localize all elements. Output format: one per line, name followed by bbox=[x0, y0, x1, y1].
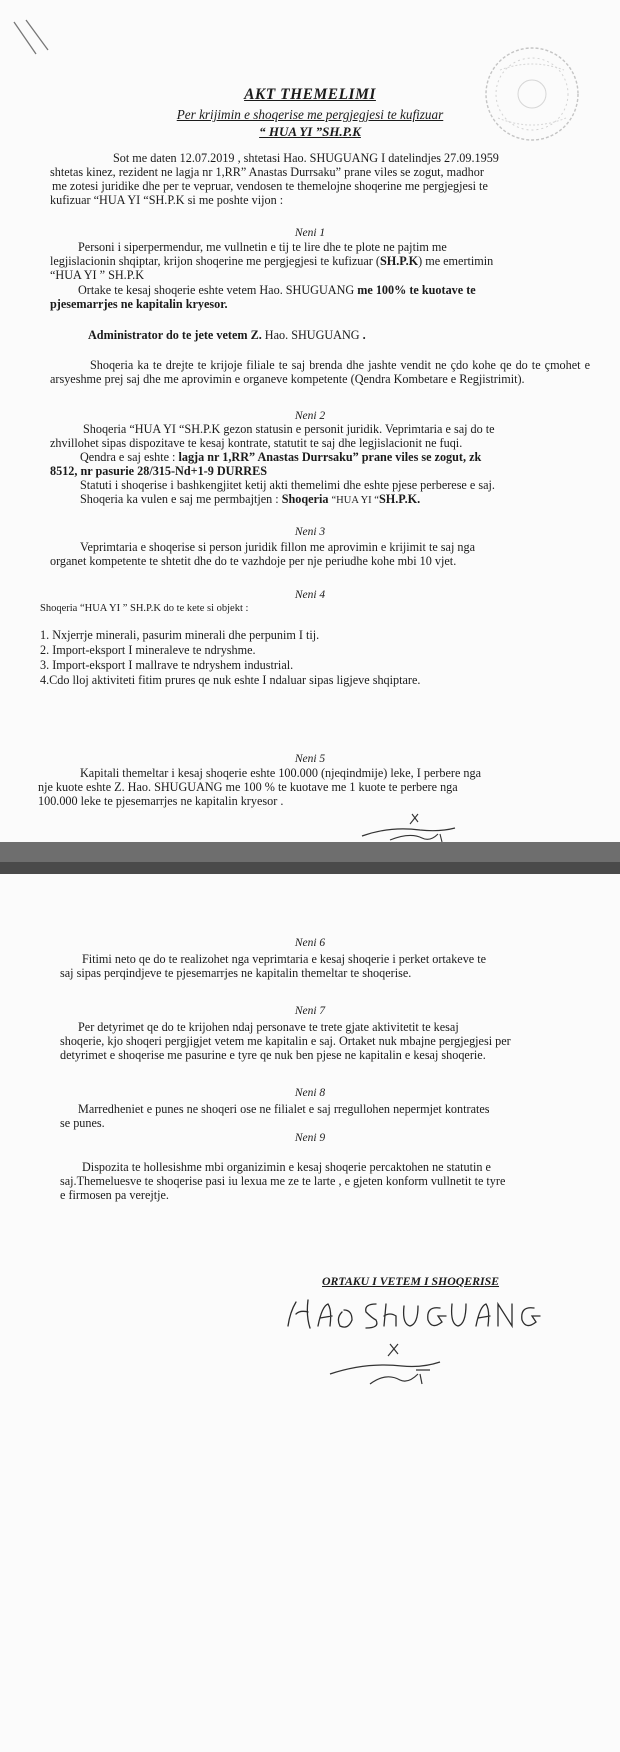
article-4-intro: Shoqeria “HUA YI ” SH.P.K do te kete si objekt : bbox=[40, 603, 249, 614]
article-8-heading: Neni 8 bbox=[294, 1087, 326, 1099]
article-3-line-2: organet kompetente te shtetit dhe do te vazhdoje per nje periudhe kohe mbi 10 vjet. bbox=[50, 554, 457, 568]
article-5-line-2: nje kuote eshte Z. Hao. SHUGUANG me 100 % te kuotave me 1 kuote te perbere nga bbox=[38, 780, 458, 794]
sole-owner-label: ORTAKU I VETEM I SHOQERISE bbox=[322, 1274, 500, 1288]
article-5-heading: Neni 5 bbox=[294, 753, 326, 765]
article-9-line-2: saj.Themeluesve te shoqerise pasi iu lexua me ze te larte , e gjeten konform vullnetit te tyre bbox=[60, 1174, 506, 1188]
handwritten-name-signature bbox=[280, 1290, 570, 1338]
article-1-line-3: “HUA YI ” SH.P.K bbox=[50, 268, 144, 282]
article-7-heading: Neni 7 bbox=[294, 1005, 326, 1017]
article-5-line-1: Kapitali themeltar i kesaj shoqerie eshte 100.000 (njeqindmije) leke, I perbere nga bbox=[80, 766, 482, 780]
article-3-heading: Neni 3 bbox=[294, 526, 326, 538]
article-2-address-line-2: 8512, nr pasurie 28/315-Nd+1-9 DURRES bbox=[50, 464, 267, 478]
article-4-item-4: 4.Cdo lloj aktiviteti fitim prures qe nuk eshte I ndaluar sipas ligjeve shqiptare. bbox=[40, 673, 421, 687]
intro-line-1: Sot me daten 12.07.2019 , shtetasi Hao. SHUGUANG I datelindjes 27.09.1959 bbox=[113, 151, 499, 165]
article-2-line-2: zhvillohet sipas dispozitave te kesaj kontrate, statutit te saj dhe legjislacionit ne fuqi. bbox=[50, 436, 463, 450]
document-title: AKT THEMELIMI bbox=[244, 86, 376, 103]
intro-line-2: shtetas kinez, rezident ne lagja nr 1,RR” Anastas Durrsaku” prane viles se zogut, madhor bbox=[50, 165, 484, 179]
article-7-line-3: detyrimet e shoqerise me pasurine e tyre qe nuk ben pjese ne kapitalin e kesaj shoqerie. bbox=[60, 1048, 486, 1062]
article-1-line-1: Personi i siperpermendur, me vullnetin e tij te lire dhe te plote ne pajtim me bbox=[78, 240, 447, 254]
article-4-heading: Neni 4 bbox=[294, 589, 326, 601]
article-2-stamp-line: Shoqeria ka vulen e saj me permbajtjen : Shoqeria “HUA YI “SH.P.K. bbox=[80, 492, 421, 506]
article-9-heading: Neni 9 bbox=[294, 1132, 326, 1144]
article-7-line-2: shoqerie, kjo shoqeri pergjigjet vetem me kapitalin e saj. Ortaket nuk mbajne pergjegjesi per bbox=[60, 1034, 511, 1048]
article-6-line-1: Fitimi neto qe do te realizohet nga veprimtaria e kesaj shoqerie i perket ortakeve te bbox=[82, 952, 487, 966]
article-5-line-3: 100.000 leke te pjesemarrjes ne kapitalin kryesor . bbox=[38, 794, 284, 808]
article-1-line-2: legjislacionin shqiptar, krijon shoqerine me pergjegjesi te kufizuar (SH.P.K) me emertimin bbox=[50, 254, 494, 268]
scan-mark-icon bbox=[10, 18, 50, 63]
article-8-line-1: Marredheniet e punes ne shoqeri ose ne filialet e saj rregullohen nepermjet kontrates bbox=[78, 1102, 490, 1116]
article-8-line-2: se punes. bbox=[60, 1116, 105, 1130]
article-3-line-1: Veprimtaria e shoqerise si person juridik fillon me aprovimin e krijimit te saj nga bbox=[80, 540, 475, 554]
intro-line-4: kufizuar “HUA YI “SH.P.K si me poshte vijon : bbox=[50, 193, 284, 207]
company-name-line: “ HUA YI ”SH.P.K bbox=[259, 124, 361, 139]
article-2-heading: Neni 2 bbox=[294, 410, 326, 422]
article-2-address-line: Qendra e saj eshte : lagja nr 1,RR” Anastas Durrsaku” prane viles se zogut, zk bbox=[80, 450, 482, 464]
document-page-1 bbox=[0, 0, 620, 842]
owner-initials-signature-icon bbox=[326, 1340, 456, 1390]
document-page-2 bbox=[0, 874, 620, 1752]
article-2-statute-line: Statuti i shoqerise i bashkengjitet ketij akti themelimi dhe eshte pjese perberese e saj. bbox=[80, 478, 495, 492]
article-6-line-2: saj sipas perqindjeve te pjesemarrjes ne kapitalin themeltar te shoqerise. bbox=[60, 966, 412, 980]
article-1-filiale-paragraph: Shoqeria ka te drejte te krijoje filiale te saj brenda dhe jashte vendit ne çdo kohe qe do te çmohet e arsyeshme prej saj dhe me aprovimin e organeve kompetente (Qendra Kombetare e Regjistrimit). bbox=[50, 358, 590, 387]
intro-line-3: me zotesi juridike dhe per te vepruar, vendosen te themelojne shoqerine me pergjegjesi te bbox=[52, 179, 488, 193]
article-9-line-1: Dispozita te hollesishme mbi organizimin e kesaj shoqerie percaktohen ne statutin e bbox=[82, 1160, 491, 1174]
article-4-item-3: 3. Import-eksport I mallrave te ndryshem industrial. bbox=[40, 658, 294, 672]
article-7-line-1: Per detyrimet qe do te krijohen ndaj personave te trete gjate aktivitetit te kesaj bbox=[78, 1020, 459, 1034]
article-9-line-3: e firmosen pa verejtje. bbox=[60, 1188, 169, 1202]
article-6-heading: Neni 6 bbox=[294, 937, 326, 949]
page-gap-shadow bbox=[0, 862, 620, 874]
article-1-heading: Neni 1 bbox=[294, 227, 326, 239]
article-2-line-1: Shoqeria “HUA YI “SH.P.K gezon statusin e personit juridik. Veprimtaria e saj do te bbox=[83, 422, 495, 436]
initials-signature-icon bbox=[360, 812, 470, 842]
article-4-item-1: 1. Nxjerrje minerali, pasurim minerali dhe perpunim I tij. bbox=[40, 628, 320, 642]
article-1-owner-line-2: pjesemarrjes ne kapitalin kryesor. bbox=[50, 297, 228, 311]
article-4-item-2: 2. Import-eksport I mineraleve te ndryshme. bbox=[40, 643, 256, 657]
document-subtitle: Per krijimin e shoqerise me pergjegjesi te kufizuar bbox=[176, 107, 444, 122]
administrator-line: Administrator do te jete vetem Z. Hao. SHUGUANG . bbox=[88, 328, 366, 342]
article-1-owner-line: Ortake te kesaj shoqerie eshte vetem Hao. SHUGUANG me 100% te kuotave te bbox=[78, 283, 476, 297]
